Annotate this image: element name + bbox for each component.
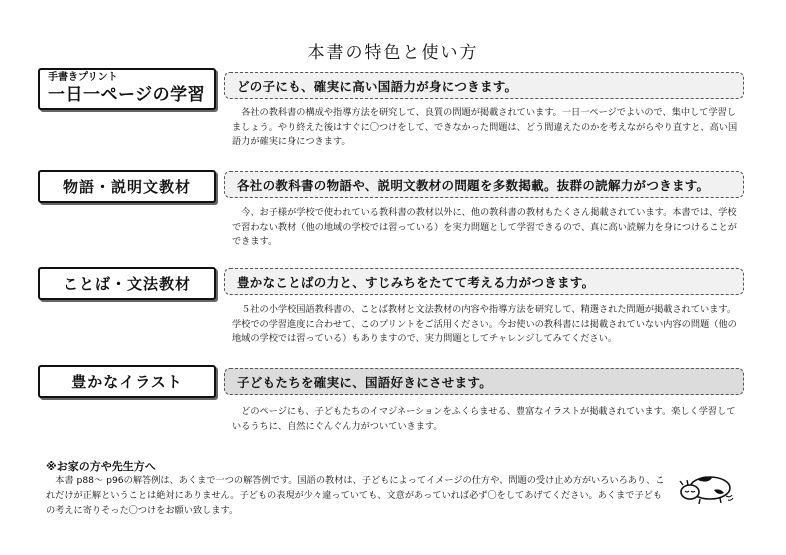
section-headline: 各社の教科書の物語や、説明文教材の問題を多数掲載。抜群の読解力がつきます。 <box>224 171 744 198</box>
section-headline: どの子にも、確実に高い国語力が身につきます。 <box>224 72 744 99</box>
section-body: どのページにも、子どもたちのイマジネーションをふくらませる、豊富なイラストが掲載されています。楽しく学習しているうちに、自然にぐんぐん力がついていきます。 <box>232 406 736 432</box>
section-label-reading: 物語・説明文教材 <box>38 170 216 203</box>
section-body: ５社の小学校国語教科書の、ことば教材と文法教材の内容や指導方法を研究して、精選された問題が掲載されています。学校での学習進度に合わせて、このプリントをご活用ください。今お使いの教科書には掲載されていない内容の問題（他の地域の学校では習っている）もありますので、実力問題としてチャレンジしてみてください。 <box>232 304 737 344</box>
sleeping-cow-icon <box>676 466 736 506</box>
section-headline: 子どもたちを確実に、国語好きにさせます。 <box>224 368 744 395</box>
section-headline: 豊かなことばの力と、すじみちをたてて考える力がつきます。 <box>224 268 744 295</box>
page-title: 本書の特色と使い方 <box>307 43 479 63</box>
section-label-grammar: ことば・文法教材 <box>38 267 216 300</box>
note-heading: ※お家の方や先生方へ <box>46 460 156 473</box>
note-body: 本書 p88～ p96の解答例は、あくまで一つの解答例です。国語の教材は、子どもによってイメージの仕方や、問題の受け止め方がいろいろあり、これだけが正解ということは絶対にありません。子どもの表現が少々違っていても、文意があっていれば必ず〇をしてあげてください。あくまで子どもの考えに寄りそった〇つけをお願い致します。 <box>46 475 665 516</box>
section-label-illustrations: 豊かなイラスト <box>38 365 216 398</box>
section-label-text: 一日一ページの学習 <box>48 85 206 105</box>
section-label-small: 手書きプリント <box>48 72 118 83</box>
section-body: 各社の教科書の構成や指導方法を研究して、良質の問題が掲載されています。一日一ページでよいので、集中して学習しましょう。やり終えた後はすぐに〇つけをして、できなかった問題は、どう間違えたのかを考えながらやり直すと、高い国語力が確実に身につきます。 <box>232 107 738 147</box>
section-body: 今、お子様が学校で使われている教科書の教材以外に、他の教科書の教材もたくさん掲載されています。本書では、学校で習わない教材（他の地域の学校では習っている）を実力問題として学習できるので、真に高い読解力を身につけることができます。 <box>232 207 737 247</box>
section-label-daily-study <box>38 68 216 110</box>
